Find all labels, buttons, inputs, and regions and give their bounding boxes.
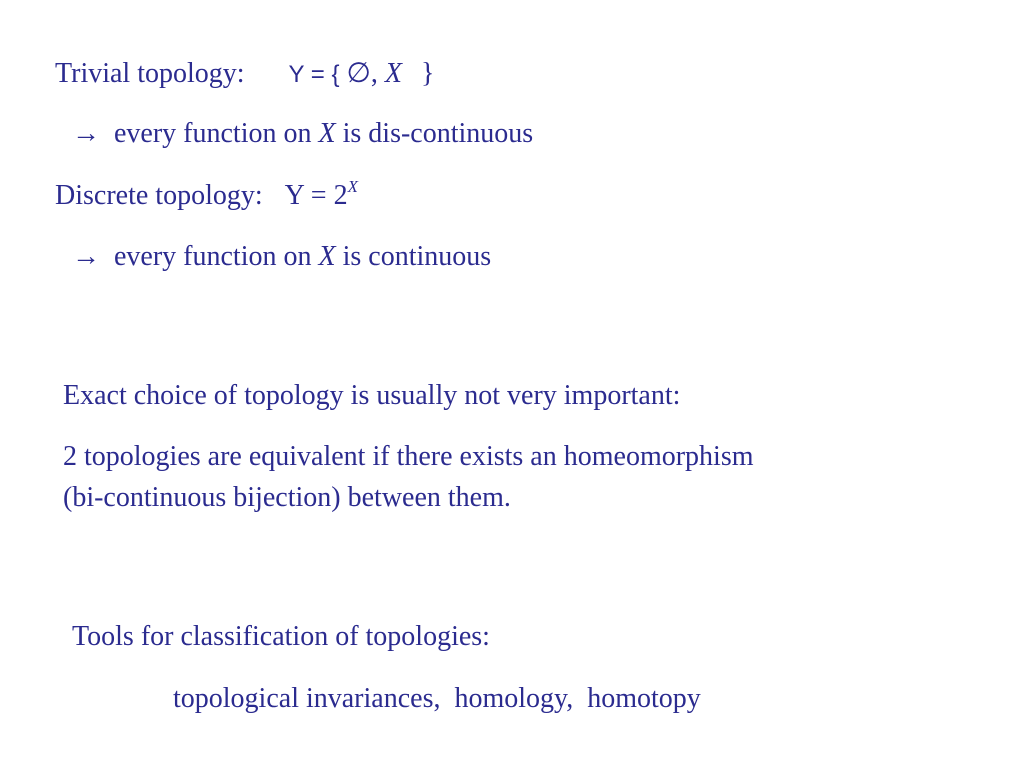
trivial-topology-line xyxy=(55,57,434,92)
discrete-topology-exponent: X xyxy=(347,177,358,196)
topology-choice-note: Exact choice of topology is usually not very important: xyxy=(63,380,681,411)
discrete-consequence-line xyxy=(72,240,491,274)
emptyset-symbol: ∅ xyxy=(346,58,371,89)
discrete-consequence-text-after: is continuous xyxy=(342,241,492,272)
right-arrow-icon: → xyxy=(72,241,100,272)
tools-heading: Tools for classification of topologies: xyxy=(72,621,490,652)
equivalence-line-1: 2 topologies are equivalent if there exists an homeomorphism xyxy=(63,441,754,472)
trivial-consequence-line xyxy=(72,117,533,151)
trivial-consequence-text-after: is dis-continuous xyxy=(342,118,534,149)
tools-list: topological invariances, homology, homotopy xyxy=(173,683,701,714)
equivalence-line-2: (bi-continuous bijection) between them. xyxy=(63,482,511,513)
discrete-topology-line xyxy=(55,179,358,213)
right-arrow-icon: → xyxy=(72,118,100,149)
trivial-close-brace: } xyxy=(421,58,435,89)
trivial-topology-label: Trivial topology: xyxy=(55,58,245,89)
trivial-consequence-x: X xyxy=(318,118,336,149)
discrete-consequence-x: X xyxy=(318,241,336,272)
trivial-topology-expr-prefix: Y = { xyxy=(288,61,340,88)
trivial-consequence-text-before: every function on xyxy=(114,118,312,149)
discrete-topology-expr: Y = 2 xyxy=(284,180,348,211)
trivial-comma: , xyxy=(370,58,378,89)
discrete-topology-label: Discrete topology: xyxy=(55,180,263,211)
set-x-symbol: X xyxy=(384,58,402,89)
discrete-consequence-text-before: every function on xyxy=(114,241,312,272)
